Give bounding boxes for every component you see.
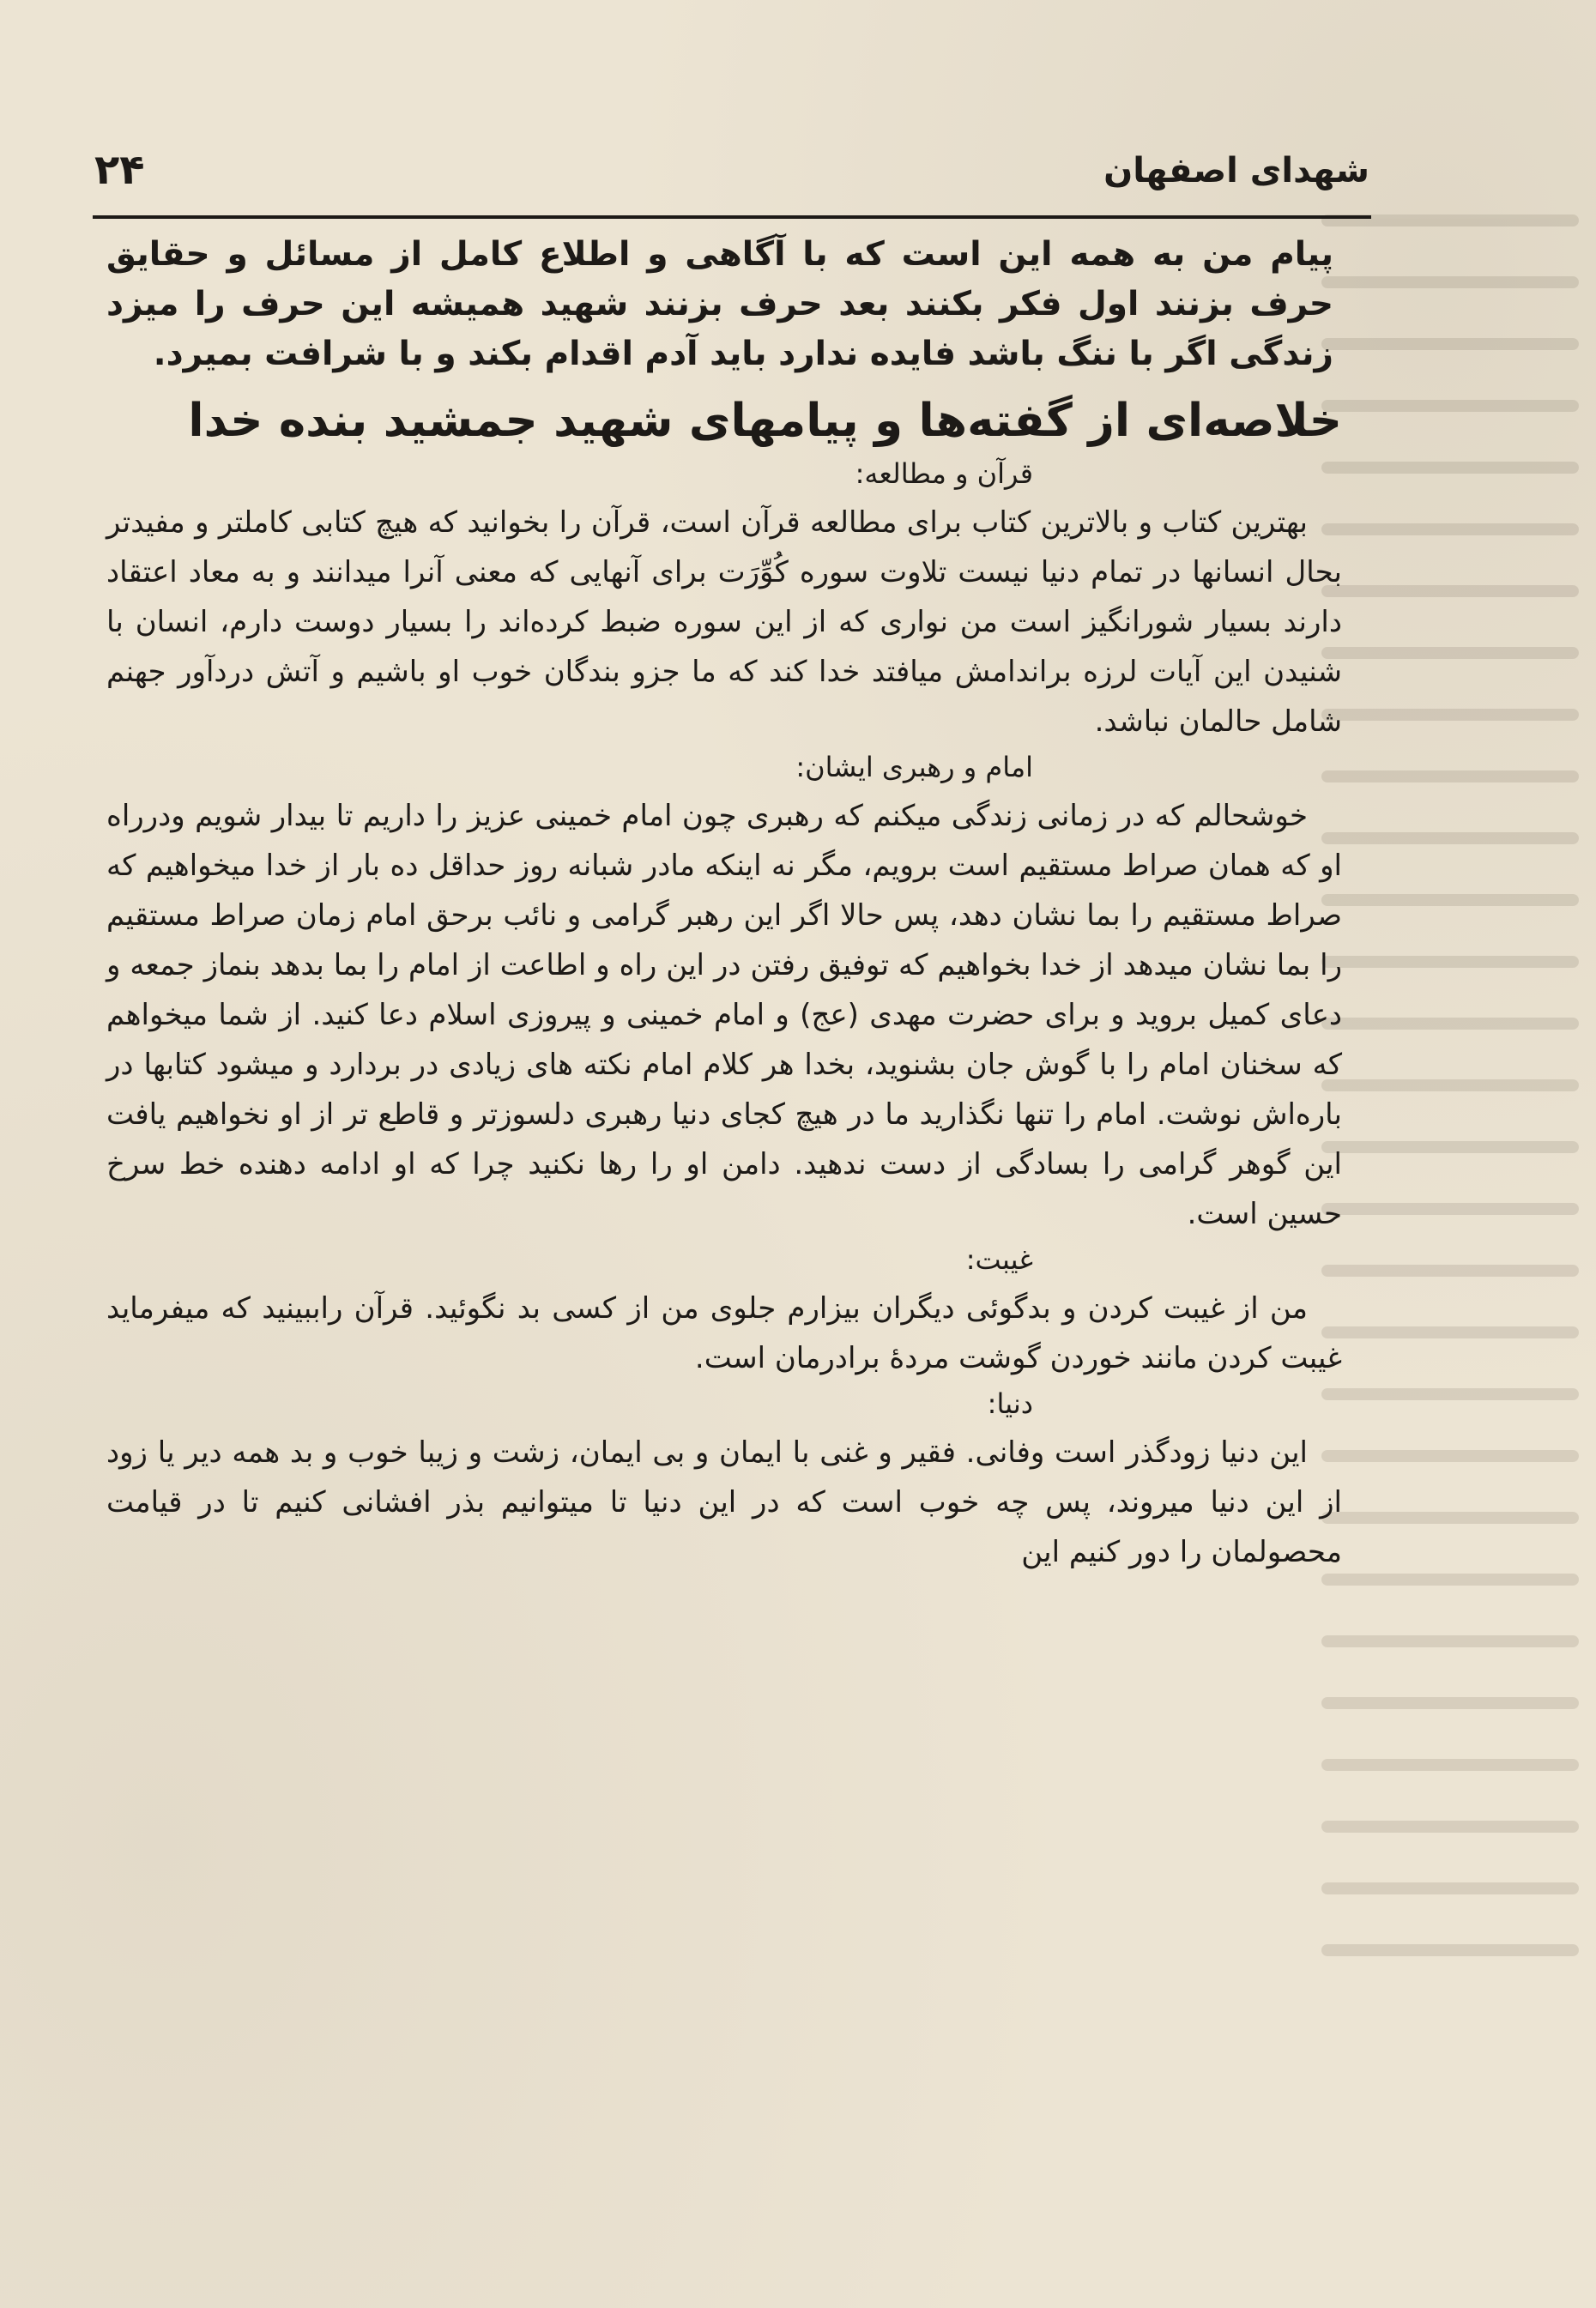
show-through-text	[1321, 214, 1579, 2016]
page-number: ۲۴	[94, 146, 145, 194]
page-content	[106, 230, 1342, 1577]
intro-paragraph: پیام من به همه این است که با آگاهی و اطلاع کامل از مسائل و حقایق حرف بزنند اول فکر بکنند بعد حرف بزنند شهید همیشه این حرف را میزد زندگی اگر با ننگ باشد فایده ندارد باید آدم اقدام بکند و با شرافت بمیرد.	[106, 235, 1333, 373]
page-header	[94, 146, 1369, 197]
section-heading: قرآن و مطالعه:	[855, 457, 1033, 490]
section-title: خلاصه‌ای از گفته‌ها و پیامهای شهید جمشید بنده خدا	[188, 395, 1342, 447]
running-title: شهدای اصفهان	[1103, 151, 1369, 190]
section-paragraph: من از غیبت کردن و بدگوئی دیگران بیزارم جلوی من از کسی بد نگوئید. قرآن راببینید که میفرماید غیبت کردن مانند خوردن گوشت مردهٔ برادرمان است.	[106, 1291, 1342, 1375]
section-imam	[106, 746, 1342, 1239]
header-rule	[93, 215, 1371, 219]
section-paragraph: بهترین کتاب و بالاترین کتاب برای مطالعه قرآن است، قرآن را بخوانید که هیچ کتابی کاملتر و مفیدتر بحال انسانها در تمام دنیا نیست تلاوت سوره کُوِّرَت برای آنهایی که معنی آنرا میدانند و به معاد اعتقاد دارند بسیار شورانگیز است من نواری که از این سوره ضبط کرده‌اند را بسیار دوست دارم، انسان با شنیدن این آیات لرزه براندامش میافتد خدا کند که ما جزو بندگان خوب او باشیم و آتش دردآور جهنم شامل حالمان نباشد.	[106, 505, 1342, 739]
section-heading: امام و رهبری ایشان:	[795, 751, 1033, 783]
section-heading: غیبت:	[965, 1243, 1033, 1276]
section-paragraph: خوشحالم که در زمانی زندگی میکنم که رهبری چون امام خمینی عزیز را داریم تا بیدار شویم ودرراه او که همان صراط مستقیم است برویم، مگر نه اینکه مادر شبانه روز حداقل ده بار از خدا میخواهیم که صراط مستقیم را بما نشان دهد، پس حالا اگر این رهبر گرامی و نائب برحق امام زمان صراط مستقیم را بما نشان میدهد از خدا بخواهیم که توفیق رفتن در این راه و اطاعت از امام را بما بدهد بنماز جمعه و دعای کمیل بروید و برای حضرت مهدی (عج) و امام خمینی و پیروزی اسلام دعا کنید. از شما میخواهم که سخنان امام را با گوش جان بشنوید، بخدا هر کلام امام نکته های زیادی در بردارد و میشود کتابها در باره‌اش نوشت. امام را تنها نگذارید ما در هیچ کجای دنیا رهبری دلسوزتر و قاطع تر از او نخواهیم یافت این گوهر گرامی را بسادگی از دست ندهید. دامن او را رها نکنید چرا که او ادامه دهنده خط سرخ حسین است.	[106, 799, 1342, 1231]
section-donya	[106, 1383, 1342, 1577]
section-paragraph: این دنیا زودگذر است وفانی. فقیر و غنی با ایمان و بی ایمان، زشت و زیبا خوب و بد همه دیر یا زود از این دنیا میروند، پس چه خوب است که در این دنیا تا میتوانیم بذر افشانی کنیم تا در قیامت محصولمان را دور کنیم این	[106, 1435, 1342, 1569]
section-heading: دنیا:	[987, 1387, 1033, 1420]
section-gheybat	[106, 1239, 1342, 1383]
section-quran	[106, 453, 1342, 746]
